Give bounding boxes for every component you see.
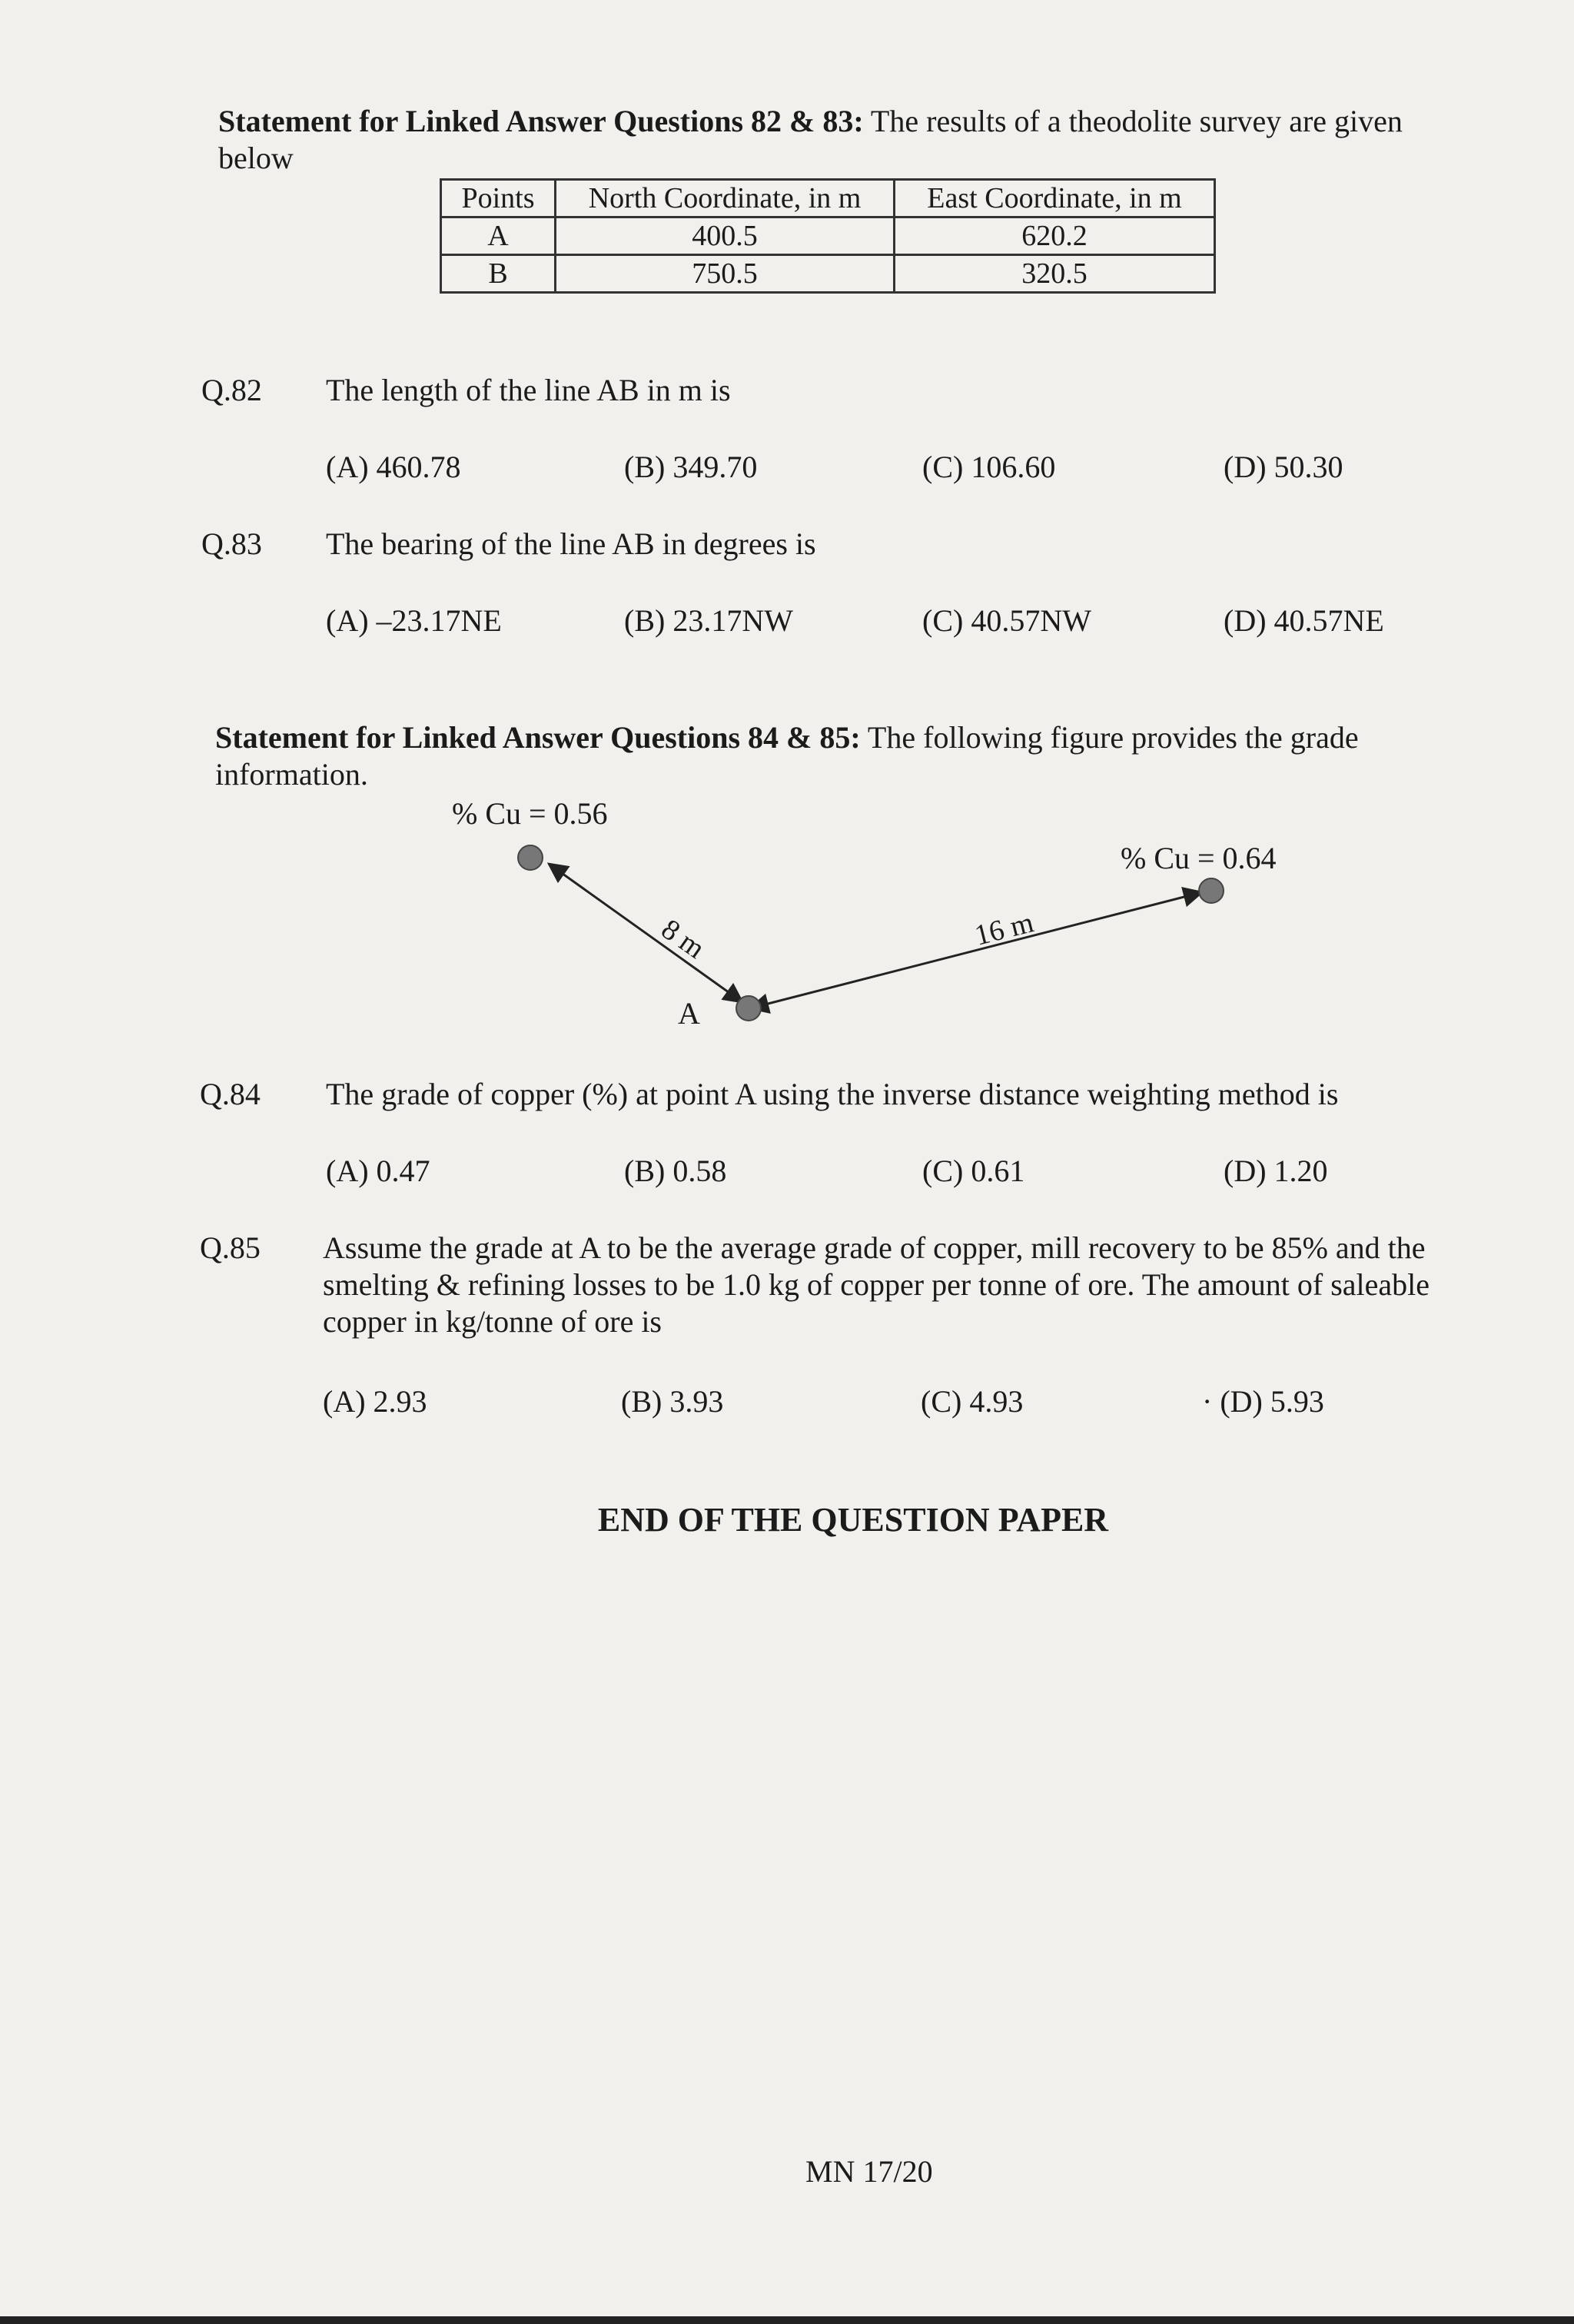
statement-84-85-heading: Statement for Linked Answer Questions 84 & 85: [215,720,861,755]
grade-label-right: % Cu = 0.64 [1121,841,1277,875]
survey-table [440,178,1216,294]
option-a: (A) –23.17NE [326,603,502,638]
table-header-row [441,180,1215,217]
question-text: The bearing of the line AB in degrees is [326,526,816,561]
option-a: (A) 460.78 [326,450,461,484]
table-cell: 750.5 [556,255,895,293]
option-b: (B) 0.58 [624,1154,727,1188]
end-of-paper-heading: END OF THE QUESTION PAPER [597,1501,1109,1539]
grade-figure [430,792,1353,1038]
statement-82-83-text: The results of a theodolite survey are given below [218,104,1403,175]
table-header-cell: East Coordinate, in m [895,180,1215,217]
table-cell: 400.5 [556,217,895,255]
question-number: Q.83 [201,526,262,561]
option-c: (C) 106.60 [922,450,1056,484]
distance-line-8m [549,864,742,1002]
question-number: Q.84 [200,1077,261,1111]
option-b: (B) 23.17NW [624,603,793,638]
table-row [441,255,1215,293]
option-d: (D) 50.30 [1224,450,1343,484]
table-cell: B [441,255,556,293]
table-cell: 320.5 [895,255,1215,293]
statement-84-85-text: The following figure provides the grade information. [215,720,1359,792]
question-text: The length of the line AB in m is [326,373,731,407]
option-b: (B) 349.70 [624,450,758,484]
table-cell: A [441,217,556,255]
statement-84-85 [215,719,1491,793]
table-cell: 620.2 [895,217,1215,255]
question-number: Q.85 [200,1230,261,1265]
table-row [441,217,1215,255]
option-c: (C) 4.93 [921,1384,1024,1419]
option-d: (D) 40.57NE [1224,603,1384,638]
option-a: (A) 0.47 [326,1154,430,1188]
sample-point-right [1199,878,1224,903]
option-c: (C) 0.61 [922,1154,1025,1188]
table-header-cell: North Coordinate, in m [556,180,895,217]
point-a-label: A [678,996,700,1031]
question-text: The grade of copper (%) at point A using the inverse distance weighting method is [326,1077,1339,1111]
distance-label-16m: 16 m [971,906,1037,952]
scan-bottom-edge [0,2316,1574,2324]
option-d: (D) 1.20 [1224,1154,1328,1188]
page-footer: MN 17/20 [805,2154,933,2189]
option-d: · (D) 5.93 [1202,1384,1324,1419]
table-header-cell: Points [441,180,556,217]
option-b: (B) 3.93 [621,1384,724,1419]
question-text: Assume the grade at A to be the average grade of copper, mill recovery to be 85% and the smelting & refining losses to be 1.0 kg of copper per tonne of ore. The amount of saleable copper in kg/tonne of ore is [323,1230,1430,1339]
statement-82-83-heading: Statement for Linked Answer Questions 82 & 83: [218,104,864,138]
distance-label-8m: 8 m [655,912,711,965]
sample-point-left [518,845,543,870]
option-c: (C) 40.57NW [922,603,1091,638]
distance-line-16m [750,892,1202,1008]
grade-label-left: % Cu = 0.56 [452,796,608,831]
point-a-marker [736,996,761,1021]
option-a: (A) 2.93 [323,1384,427,1419]
question-number: Q.82 [201,373,262,407]
statement-82-83 [218,103,1463,177]
